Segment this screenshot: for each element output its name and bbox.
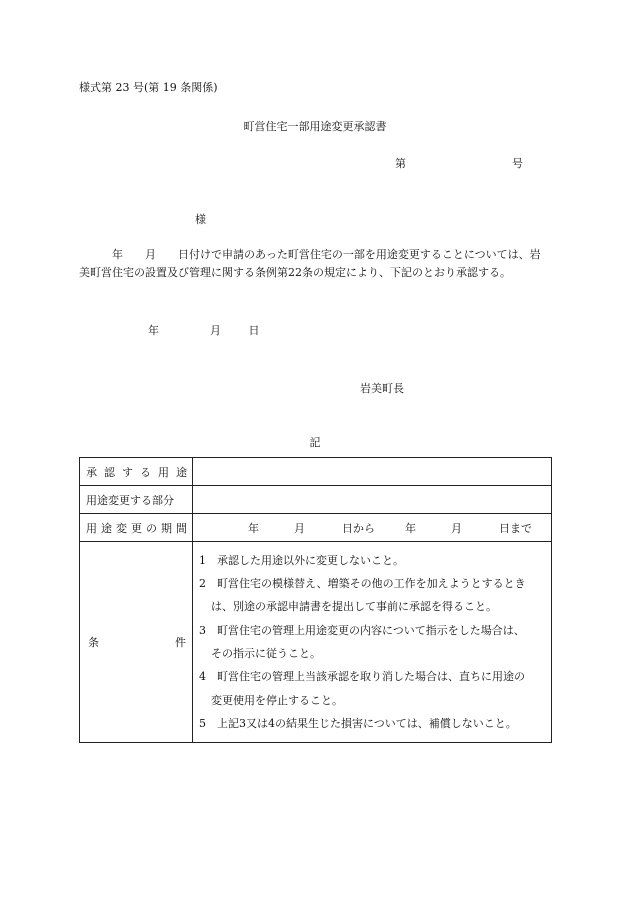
table-row: [80, 458, 552, 486]
condition-1: 1 承認した用途以外に変更しないこと。: [199, 553, 404, 567]
date-year: 年: [148, 324, 159, 337]
value-conditions: [193, 542, 552, 743]
date-month: 月: [210, 324, 221, 337]
issue-date: [148, 322, 260, 338]
ki-heading: 記: [309, 436, 321, 449]
document-title: 町営住宅一部用途変更承認書: [243, 120, 387, 133]
value-period: 年 月 日から 年 月 日まで: [193, 514, 552, 542]
row-label-approved-use: 承 認 す る 用 途: [80, 458, 193, 486]
row-label-conditions: 条 件: [80, 542, 193, 743]
condition-4: 4 町営住宅の管理上当該承認を取り消した場合は、直ちに用途の: [199, 670, 525, 684]
condition-2: 2 町営住宅の模様替え、増築その他の工作を加えようとするとき: [199, 577, 526, 591]
issuer: 岩美町長: [360, 382, 404, 395]
table-row: [80, 486, 552, 514]
value-approved-use: [193, 458, 552, 486]
table-row: [80, 514, 552, 542]
value-changed-part: [193, 486, 552, 514]
form-number: 様式第 23 号(第 19 条関係): [79, 81, 218, 94]
condition-3: 3 町営住宅の管理上用途変更の内容について指示をした場合は、: [199, 623, 525, 637]
condition-3-cont: その指示に従うこと。: [211, 647, 321, 660]
body-text: 年 月 日付けで申請のあった町営住宅の一部を用途変更することについては、岩美町営住宅の設置及び管理に関する条例第22条の規定により、下記のとおり承認する。: [79, 248, 541, 279]
addressee-suffix: 様: [195, 213, 206, 226]
doc-number-suffix: 号: [512, 157, 523, 170]
condition-5: 5 上記3又は4の結果生じた損害については、補償しないこと。: [199, 716, 517, 730]
row-label-period: 用 途 変 更 の 期 間: [80, 514, 193, 542]
doc-number-prefix: 第: [395, 157, 406, 170]
date-day: 日: [248, 324, 260, 337]
approval-table: [79, 457, 552, 743]
condition-4-cont: 変更使用を停止すること。: [211, 693, 343, 707]
row-label-changed-part: 用途変更する部分: [80, 486, 193, 514]
table-row: [80, 542, 552, 743]
condition-2-cont: は、別途の承認申請書を提出して事前に承認を得ること。: [211, 600, 497, 614]
